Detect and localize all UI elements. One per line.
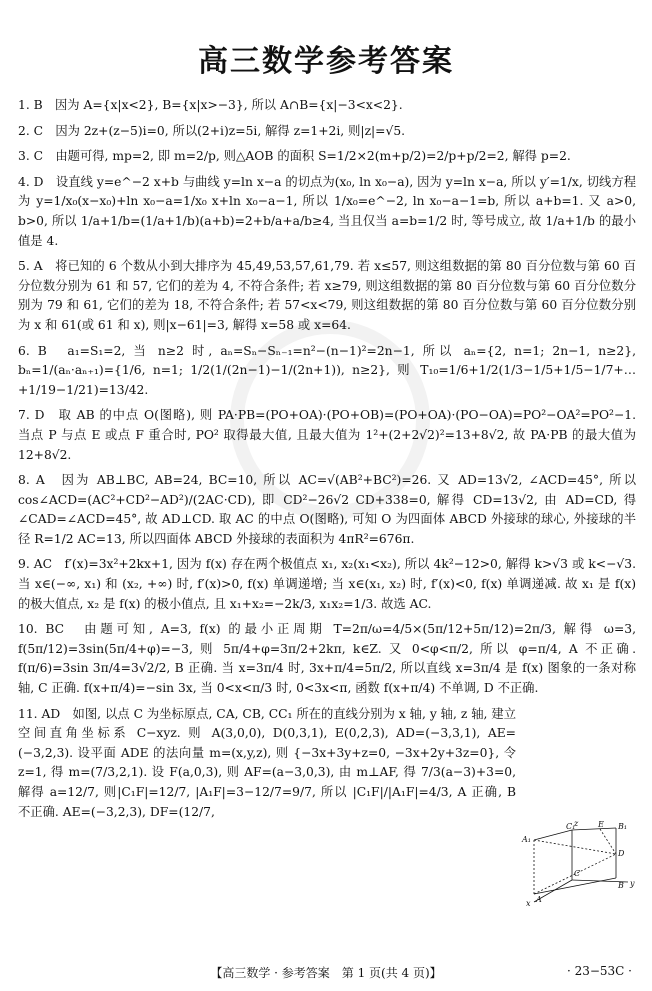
answer-6: 6. B a₁=S₁=2, 当 n≥2 时, aₙ=Sₙ−Sₙ₋₁=n²−(n−1)²=2n−1, 所以 aₙ={2, n=1; 2n−1, n≥2}, bₙ=1/(aₙ·aₙ₊₁)={1/6, n=1; 1/2(1/(2n−1)−1/(2n+1)), n≥2}, 则 T₁₀=1/6+1/2(1/3−1/5+1/5−1/7+…+1/19−1/21)=13/42. [18, 343, 640, 397]
label-y: y [630, 879, 635, 888]
answer-9: 9. AC f′(x)=3x²+2kx+1, 因为 f(x) 存在两个极值点 x₁, x₂(x₁<x₂), 所以 4k²−12>0, 解得 k>√3 或 k<−√3. 当 x∈(−∞, x₁) 和 (x₂, +∞) 时, f′(x)>0, f(x) 单调递增; 当 x∈(x₁, x₂) 时, f′(x)<0, f(x) 单调递减. 故 x₁ 是 f(x) 的极大值点, x₂ 是 f(x) 的极小值点, 且 x₁+x₂=−2k/3, x₁x₂=1/3. 故选 AC. [18, 557, 640, 611]
answer-8: 8. A 因为 AB⊥BC, AB=24, BC=10, 所以 AC=√(AB²+BC²)=26. 又 AD=13√2, ∠ACD=45°, 所以 cos∠ACD=(AC²+CD²−AD²)/(2AC·CD), 即 CD²−26√2 CD+338=0, 解得 CD=13√2, 由 AD=CD, 得∠CAD=∠ACD=45°, 故 AD⊥CD. 取 AC 的中点 O(图略), 可知 O 为四面体 ABCD 外接球的球心, 外接球的半径 R=1/2 AC=13, 所以四面体 ABCD 外接球的表面积为 4πR²=676π. [18, 473, 640, 546]
answer-11: 11. AD 如图, 以点 C 为坐标原点, CA, CB, CC₁ 所在的直线分别为 x 轴, y 轴, z 轴, 建立空间直角坐标系 C−xyz. 则 A(3,0,0), D(0,3,1), E(0,2,3), AD=(−3,3,1), AE=(−3,2,3). 设平面 ADE 的法向量 m=(x,y,z), 则 {−3x+3y+z=0, −3x+2y+3z=0}, 令 z=1, 得 m=(7/3,2,1). 设 F(a,0,3), 则 AF=(a−3,0,3), 由 m⊥AF, 得 7/3(a−3)+3=0, 解得 a=12/7, 则|C₁F|=12/7, |A₁F|=3−12/7=9/7, 所以 |C₁F|/|A₁F|=4/3, A 正确, B 不正确. AE=(−3,2,3), DF=(12/7, [18, 706, 520, 819]
page-title: 高三数学参考答案 [198, 44, 454, 79]
answer-5: 5. A 将已知的 6 个数从小到大排序为 45,49,53,57,61,79. 若 x≤57, 则这组数据的第 80 百分位数与第 60 百分位数分别为 61 和 57, 它们的差为 4, 不符合条件; 若 x≥79, 则这组数据的第 80 百分位数与第 60 百分位数分别为 79 和 61, 它们的差为 18, 不符合条件; 若 57<x<79, 则这组数据的第 80 百分位数与第 60 百分位数分别为 x 和 61(或 61 和 x), 则|x−61|=3, 解得 x=58 或 x=64. [18, 259, 636, 332]
label-b1: B₁ [618, 822, 628, 831]
answer-1: 1. B 因为 A={x|x<2}, B={x|x>−3}, 所以 A∩B={x|−3<x<2}. [18, 98, 403, 112]
label-c1: C₁ [566, 822, 576, 831]
label-a: A [536, 895, 542, 904]
answer-7: 7. D 取 AB 的中点 O(图略), 则 PA·PB=(PO+OA)·(PO+OB)=(PO+OA)·(PO−OA)=PO²−OA²=PO²−1. 当点 P 与点 E 或点 F 重合时, PO² 取得最大值, 且最大值为 1²+(2+2√2)²=13+8√2, 故 PA·PB 的最大值为 12+8√2. [18, 408, 640, 462]
answer-10: 10. BC 由题可知, A=3, f(x) 的最小正周期 T=2π/ω=4/5×(5π/12+5π/12)=2π/3, 解得 ω=3, f(5π/12)=3sin(5π/4+φ)=−3, 则 5π/4+φ=3π/2+2kπ, k∈Z. 又 0<φ<π/2, 所以 φ=π/4, A 不正确. f(π/6)=3sin 3π/4=3√2/2, B 正确. 当 x=3π/4 时, 3x+π/4=5π/2, 所以直线 x=3π/4 是 f(x) 图象的一条对称轴, C 正确. f(x+π/4)=−sin 3x, 当 0<x<π/3 时, 0<3x<π, 函数 f(x+π/4) 不单调, D 不正确. [18, 622, 640, 696]
answer-2: 2. C 因为 2z+(z−5)i=0, 所以(2+i)z=5i, 解得 z=1+2i, 则|z|=√5. [18, 123, 406, 138]
footer-code: · 23−53C · [566, 964, 632, 978]
answer-4: 4. D 设直线 y=e^−2 x+b 与曲线 y=ln x−a 的切点为(x₀, ln x₀−a), 因为 y=ln x−a, 所以 y′=1/x, 切线方程为 y=1/x₀(x−x₀)+ln x₀−a=1/x₀ x+ln x₀−a−1, 所以 1/x₀=e^−2, ln x₀−a−1=b, 所以 a+b=1. 又 a>0, b>0, 所以 1/a+1/b=(1/a+1/b)(a+b)=2+b/a+a/b≥4, 当且仅当 a=b=1/2 时, 等号成立, 故 1/a+1/b 的最小值是 4. [18, 174, 640, 248]
label-b: B [618, 881, 624, 890]
label-a1: A₁ [522, 835, 531, 844]
coordinate-figure [520, 820, 640, 908]
label-z: z [574, 820, 579, 828]
label-c: C [574, 869, 581, 878]
answer-3: 3. C 由题可得, mp=2, 即 m=2/p, 则△AOB 的面积 S=1/2×2(m+p/2)=2/p+p/2=2, 解得 p=2. [18, 149, 571, 164]
footer-center: 【高三数学 · 参考答案 第 1 页(共 4 页)】 [210, 966, 442, 980]
answer-content [18, 96, 640, 828]
label-d: D [618, 849, 625, 858]
label-e: E [598, 820, 604, 829]
label-x: x [526, 899, 531, 908]
